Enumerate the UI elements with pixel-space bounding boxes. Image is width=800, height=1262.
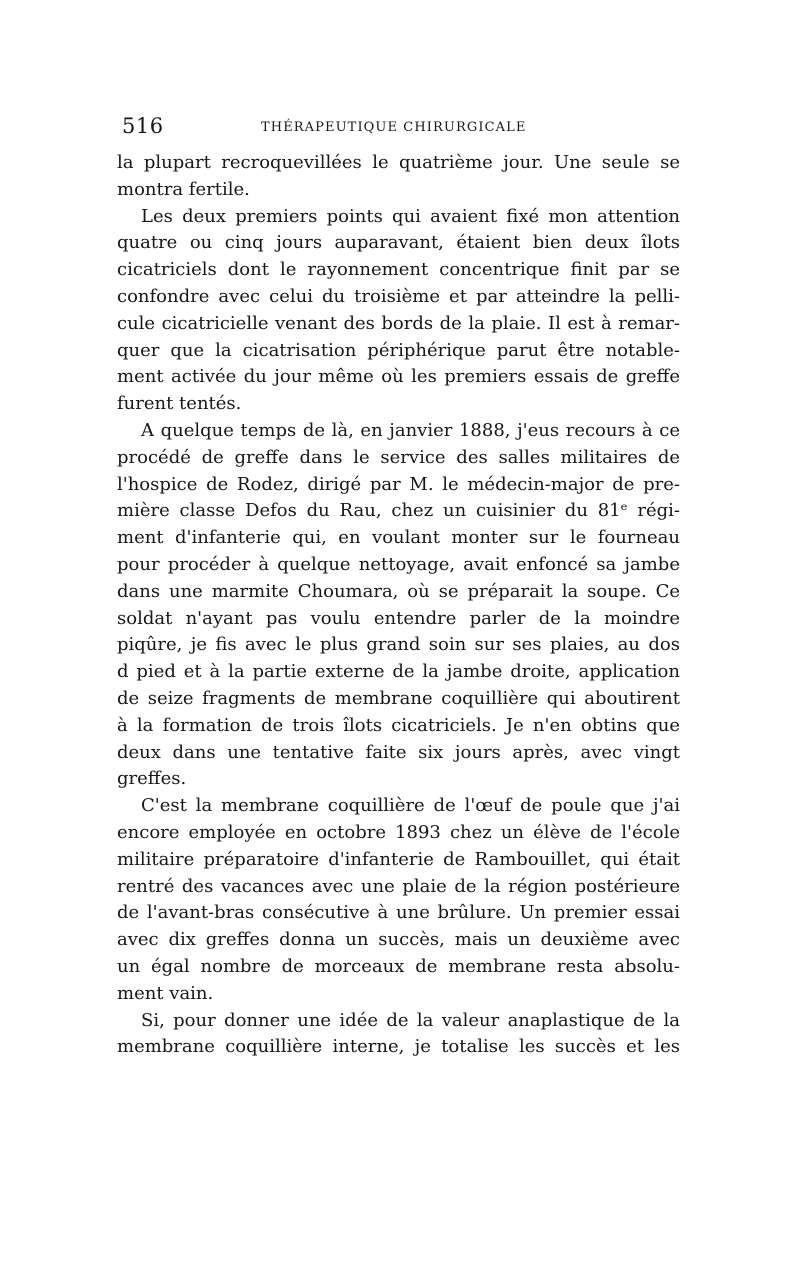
text-line: montra fertile. (117, 178, 250, 200)
text-line: mière classe Defos du Rau, chez un cuisinier du 81ᵉ régi- (117, 500, 680, 522)
running-title: THÉRAPEUTIQUE CHIRURGICALE (261, 120, 527, 135)
text-line: A quelque temps de là, en janvier 1888, j'eus recours à ce (141, 419, 680, 441)
text-line: rentré des vacances avec une plaie de la région postérieure (117, 875, 680, 897)
text-line: pour procéder à quelque nettoyage, avait enfoncé sa jambe (117, 553, 680, 575)
text-line: quer que la cicatrisation périphérique parut être notable- (117, 339, 680, 361)
text-line: C'est la membrane coquillière de l'œuf de poule que j'ai (141, 795, 680, 817)
text-line: furent tentés. (117, 393, 242, 415)
text-line: à la formation de trois îlots cicatriciels. Je n'en obtins que (117, 714, 680, 736)
text-line: confondre avec celui du troisième et par atteindre la pelli- (117, 285, 680, 307)
text-line: ment activée du jour même où les premiers essais de greffe (117, 366, 680, 388)
text-line: piqûre, je fis avec le plus grand soin sur ses plaies, au dos (117, 634, 680, 656)
text-line: un égal nombre de morceaux de membrane resta absolu- (117, 955, 680, 977)
text-line: ment vain. (117, 982, 214, 1004)
text-line: de seize fragments de membrane coquillière qui aboutirent (117, 687, 680, 709)
text-line: membrane coquillière interne, je totalise les succès et les (117, 1036, 680, 1058)
text-line: Si, pour donner une idée de la valeur anaplastique de la (141, 1009, 680, 1031)
text-line: procédé de greffe dans le service des salles militaires de (117, 446, 680, 468)
text-line: militaire préparatoire d'infanterie de Rambouillet, qui était (117, 848, 680, 870)
text-line: cule cicatricielle venant des bords de la plaie. Il est à remar- (117, 312, 680, 334)
text-line: encore employée en octobre 1893 chez un élève de l'école (117, 821, 680, 843)
text-line: l'hospice de Rodez, dirigé par M. le médecin-major de pre- (117, 473, 680, 495)
text-line: deux dans une tentative faite six jours après, avec vingt (117, 741, 680, 763)
text-line: quatre ou cinq jours auparavant, étaient bien deux îlots (117, 232, 680, 254)
body-text (117, 150, 680, 1061)
text-line: cicatriciels dont le rayonnement concentrique finit par se (117, 259, 680, 281)
text-line: Les deux premiers points qui avaient fixé mon attention (141, 205, 680, 227)
text-line: de l'avant-bras consécutive à une brûlure. Un premier essai (117, 902, 680, 924)
running-head (122, 112, 680, 142)
page-number: 516 (122, 114, 164, 138)
text-line: greffes. (117, 768, 187, 790)
text-line: soldat n'ayant pas voulu entendre parler de la moindre (117, 607, 680, 629)
text-line: ment d'infanterie qui, en voulant monter sur le fourneau (117, 527, 680, 549)
text-line: d pied et à la partie externe de la jambe droite, application (117, 661, 680, 683)
text-line: avec dix greffes donna un succès, mais un deuxième avec (117, 929, 680, 951)
text-line: la plupart recroquevillées le quatrième jour. Une seule se (117, 152, 680, 173)
text-line: dans une marmite Choumara, où se préparait la soupe. Ce (117, 580, 680, 602)
